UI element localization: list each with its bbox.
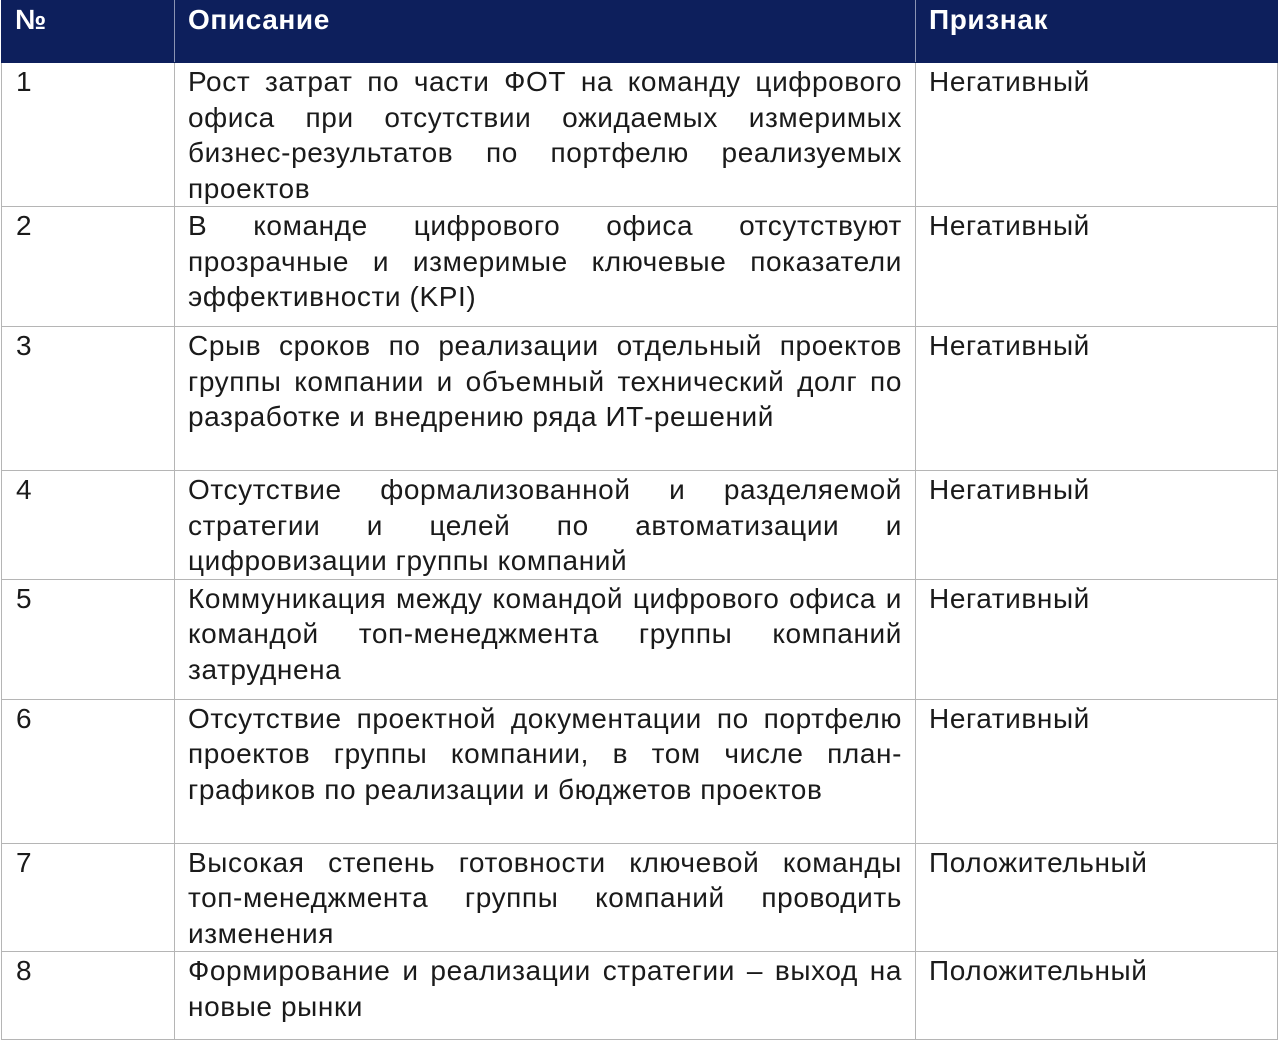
row-description: Срыв сроков по реализации отдельный проектов группы компании и объемный технический долг по разработке и внедрению ряда ИТ-решений [175, 327, 916, 471]
row-description: Рост затрат по части ФОТ на команду цифрового офиса при отсутствии ожидаемых измеримых бизнес-результатов по портфелю реализуемых проектов [175, 63, 916, 207]
row-number: 1 [2, 63, 175, 207]
row-number: 5 [2, 579, 175, 699]
table-row [2, 471, 1278, 580]
row-sign: Негативный [916, 207, 1278, 327]
signs-table [1, 0, 1278, 1040]
row-description: Формирование и реализации стратегии – выход на новые рынки [175, 952, 916, 1040]
row-number: 2 [2, 207, 175, 327]
row-number: 8 [2, 952, 175, 1040]
table-row [2, 843, 1278, 952]
row-description: Высокая степень готовности ключевой команды топ-менеджмента группы компаний проводить изменения [175, 843, 916, 952]
row-sign: Негативный [916, 63, 1278, 207]
table-row [2, 699, 1278, 843]
table-row [2, 207, 1278, 327]
row-sign: Негативный [916, 699, 1278, 843]
row-description: Отсутствие проектной документации по портфелю проектов группы компании, в том числе план-графиков по реализации и бюджетов проектов [175, 699, 916, 843]
table-header-row [2, 1, 1278, 63]
row-description: Отсутствие формализованной и разделяемой стратегии и целей по автоматизации и цифровизации группы компаний [175, 471, 916, 580]
header-sign: Признак [916, 1, 1278, 63]
table-row [2, 63, 1278, 207]
row-description: Коммуникация между командой цифрового офиса и командой топ-менеджмента группы компаний затруднена [175, 579, 916, 699]
row-number: 7 [2, 843, 175, 952]
table-row [2, 579, 1278, 699]
table-row [2, 327, 1278, 471]
row-sign: Негативный [916, 579, 1278, 699]
row-sign: Негативный [916, 327, 1278, 471]
row-sign: Положительный [916, 843, 1278, 952]
row-description: В команде цифрового офиса отсутствуют прозрачные и измеримые ключевые показатели эффективности (KPI) [175, 207, 916, 327]
row-sign: Положительный [916, 952, 1278, 1040]
header-number: № [2, 1, 175, 63]
header-description: Описание [175, 1, 916, 63]
row-number: 3 [2, 327, 175, 471]
row-number: 6 [2, 699, 175, 843]
row-sign: Негативный [916, 471, 1278, 580]
row-number: 4 [2, 471, 175, 580]
table-row [2, 952, 1278, 1040]
